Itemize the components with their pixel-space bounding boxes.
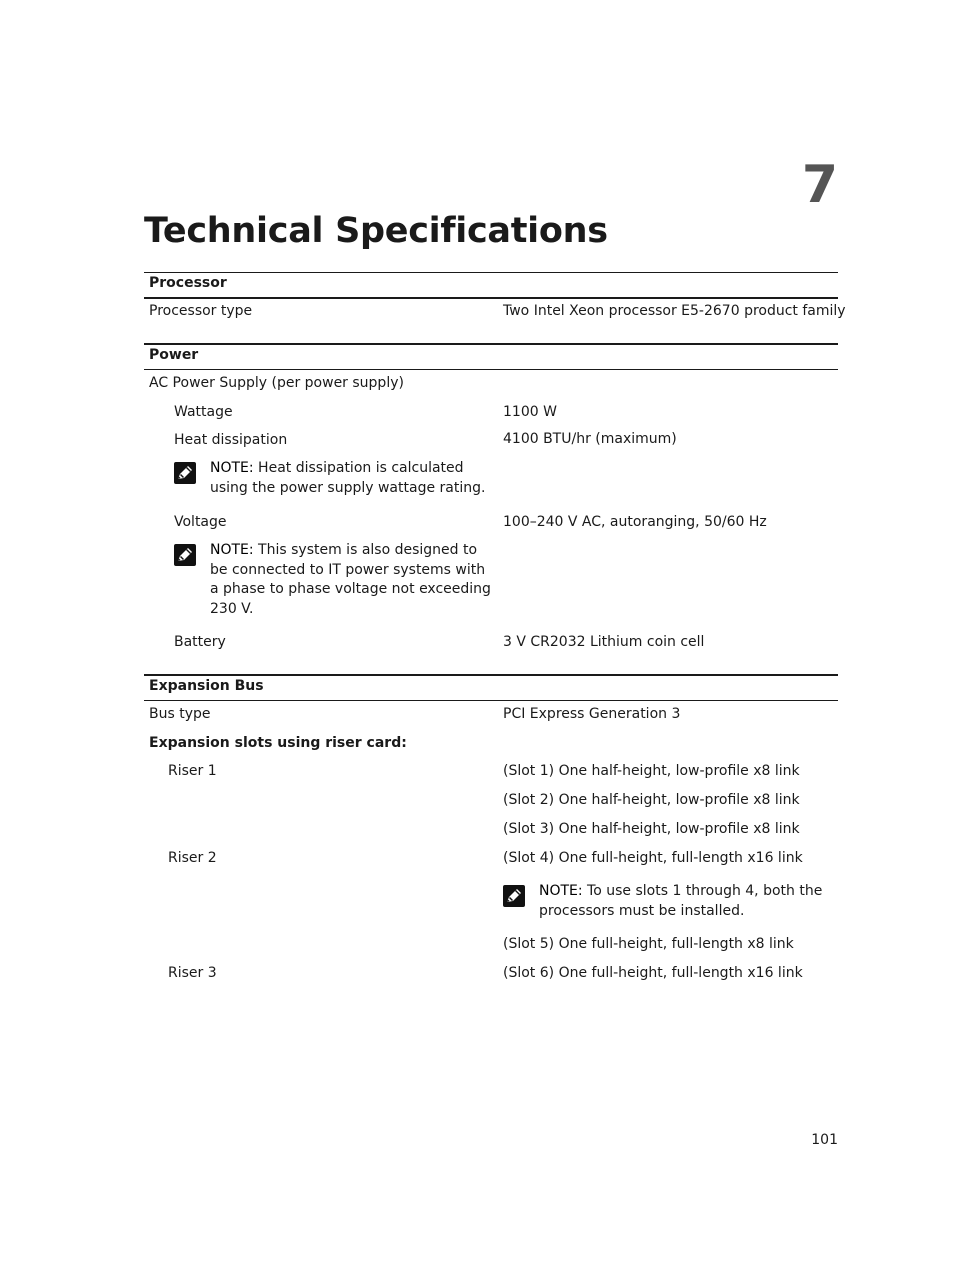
page-number: 101: [811, 1132, 838, 1148]
section-header-expansion-bus: Expansion Bus: [149, 678, 264, 694]
note-pencil-icon: [174, 462, 196, 484]
processor-type-label: Processor type: [149, 303, 253, 319]
note-label: NOTE:: [210, 460, 254, 476]
processor-type-value: Two Intel Xeon processor E5-2670 product family: [503, 303, 846, 319]
section-header-rule: [144, 700, 838, 701]
note-body: To use slots 1 through 4, both the processors must be installed.: [539, 883, 823, 919]
slot-6-value: (Slot 6) One full-height, full-length x16 link: [503, 965, 803, 981]
voltage-label: Voltage: [174, 514, 227, 530]
note-body: Heat dissipation is calculated using the power supply wattage rating.: [210, 460, 486, 496]
note-body: This system is also designed to be connected to IT power systems with a phase to phase voltage not exceeding 230 V.: [210, 542, 491, 617]
heat-dissipation-label: Heat dissipation: [174, 432, 288, 448]
section-header-rule: [144, 369, 838, 370]
section-header-processor: Processor: [149, 275, 227, 291]
battery-label: Battery: [174, 634, 226, 650]
slot-3-value: (Slot 3) One half-height, low-profile x8 link: [503, 821, 800, 837]
heat-note-text: [210, 459, 495, 498]
bus-type-label: Bus type: [149, 706, 211, 722]
page-title: Technical Specifications: [144, 211, 608, 251]
note-label: NOTE:: [539, 883, 583, 899]
note-pencil-icon: [503, 885, 525, 907]
section-header-power: Power: [149, 347, 199, 363]
riser-1-label: Riser 1: [168, 763, 217, 779]
slot-4-value: (Slot 4) One full-height, full-length x16 link: [503, 850, 803, 866]
wattage-label: Wattage: [174, 404, 233, 420]
voltage-value: 100–240 V AC, autoranging, 50/60 Hz: [503, 514, 767, 530]
wattage-value: 1100 W: [503, 404, 557, 420]
ac-power-supply-label: AC Power Supply (per power supply): [149, 375, 404, 391]
voltage-note-text: [210, 541, 495, 619]
note-label: NOTE:: [210, 542, 254, 558]
section-top-rule: [144, 343, 838, 345]
riser-3-label: Riser 3: [168, 965, 217, 981]
note-pencil-icon: [174, 544, 196, 566]
section-header-rule: [144, 297, 838, 299]
slot-2-value: (Slot 2) One half-height, low-profile x8 link: [503, 792, 800, 808]
bus-type-value: PCI Express Generation 3: [503, 706, 681, 722]
section-top-rule: [144, 272, 838, 273]
slot-1-value: (Slot 1) One half-height, low-profile x8 link: [503, 763, 800, 779]
slot-note-text: [539, 882, 834, 921]
battery-value: 3 V CR2032 Lithium coin cell: [503, 634, 705, 650]
riser-2-label: Riser 2: [168, 850, 217, 866]
expansion-slots-label: Expansion slots using riser card:: [149, 735, 407, 751]
chapter-number: 7: [801, 155, 838, 215]
heat-dissipation-value: 4100 BTU/hr (maximum): [503, 431, 677, 447]
slot-5-value: (Slot 5) One full-height, full-length x8 link: [503, 936, 794, 952]
